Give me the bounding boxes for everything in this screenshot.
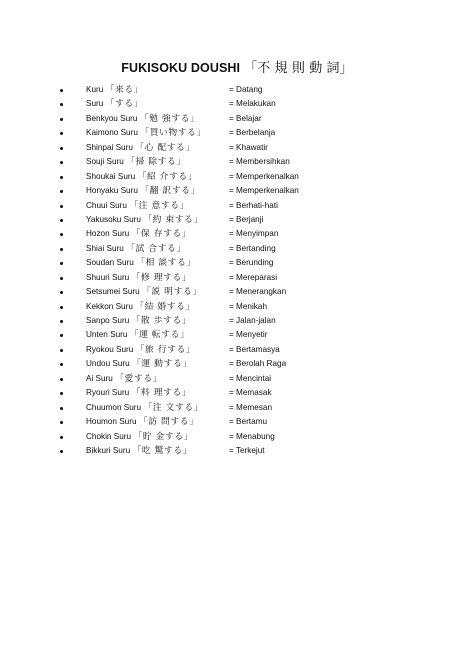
bullet-icon bbox=[60, 132, 63, 135]
verb-meaning: = Melakukan bbox=[229, 99, 276, 109]
verb-meaning: = Mereparasi bbox=[229, 272, 278, 282]
verb-romaji: Ryouri Suru bbox=[86, 388, 130, 398]
verb-kanji: 「愛する」 bbox=[115, 373, 163, 384]
verb-meaning: = Memasak bbox=[229, 388, 272, 398]
list-item bbox=[60, 83, 440, 97]
title-japanese: 「不 規 則 動 詞」 bbox=[244, 61, 353, 76]
verb-meaning: = Berolah Raga bbox=[229, 359, 287, 369]
verb-kanji: 「訪 問する」 bbox=[138, 417, 199, 428]
verb-term bbox=[86, 199, 189, 213]
verb-meaning: = Memesan bbox=[229, 402, 273, 412]
verb-term bbox=[86, 314, 191, 328]
verb-romaji: Undou Suru bbox=[86, 359, 130, 369]
verb-term bbox=[86, 328, 189, 342]
verb-kanji: 「散 歩する」 bbox=[131, 316, 192, 326]
list-item bbox=[60, 256, 440, 270]
verb-romaji: Ai Suru bbox=[86, 373, 113, 383]
list-item bbox=[60, 415, 440, 429]
list-item bbox=[60, 271, 440, 285]
verb-kanji: 「料 理する」 bbox=[131, 388, 192, 399]
list-item bbox=[60, 372, 440, 386]
verb-romaji: Shinpai Suru bbox=[86, 142, 133, 152]
verb-term bbox=[86, 300, 195, 314]
verb-term bbox=[86, 430, 193, 444]
verb-romaji: Sanpo Suru bbox=[86, 316, 130, 325]
verb-romaji: Hozon Suru bbox=[86, 229, 130, 239]
list-item bbox=[60, 112, 440, 126]
bullet-icon bbox=[60, 262, 63, 265]
verb-kanji: 「運 転する」 bbox=[129, 330, 190, 341]
verb-romaji: Kuru bbox=[86, 85, 104, 94]
list-item bbox=[60, 300, 440, 314]
list-item bbox=[60, 199, 440, 213]
verb-meaning: = Berjanji bbox=[229, 214, 264, 224]
verb-romaji: Shuuri Suru bbox=[86, 272, 130, 282]
verb-romaji: Kaimono Suru bbox=[86, 128, 138, 138]
verb-term bbox=[86, 213, 203, 227]
bullet-icon bbox=[60, 190, 63, 193]
verb-term bbox=[86, 357, 192, 371]
verb-meaning: = Datang bbox=[229, 85, 263, 94]
verb-term bbox=[86, 184, 200, 198]
verb-kanji: 「する」 bbox=[105, 99, 144, 110]
verb-meaning: = Bertanding bbox=[229, 243, 276, 253]
list-item bbox=[60, 430, 440, 444]
verb-meaning: = Memperkenalkan bbox=[229, 186, 299, 196]
verb-romaji: Setsumei Suru bbox=[86, 287, 140, 297]
list-item bbox=[60, 343, 440, 357]
bullet-icon bbox=[60, 450, 63, 453]
list-item bbox=[60, 357, 440, 371]
verb-term bbox=[86, 112, 200, 126]
verb-kanji: 「相 談する」 bbox=[136, 258, 196, 269]
verb-meaning: = Menikah bbox=[229, 301, 268, 311]
verb-meaning: = Menyimpan bbox=[229, 229, 279, 239]
verb-kanji: 「試 合する」 bbox=[126, 243, 186, 254]
verb-term bbox=[86, 285, 202, 299]
bullet-icon bbox=[60, 147, 63, 150]
verb-meaning: = Mencintai bbox=[229, 373, 272, 383]
verb-romaji: Suru bbox=[86, 99, 104, 109]
verb-romaji: Shoukai Suru bbox=[86, 171, 136, 181]
verb-kanji: 「翻 訳する」 bbox=[140, 186, 200, 197]
list-item bbox=[60, 401, 440, 415]
bullet-icon bbox=[60, 436, 63, 439]
bullet-icon bbox=[60, 378, 63, 381]
bullet-icon bbox=[60, 103, 63, 106]
verb-romaji: Bikkuri Suru bbox=[86, 445, 131, 455]
verb-meaning: = Khawatir bbox=[229, 142, 268, 152]
bullet-icon bbox=[60, 320, 63, 323]
verb-kanji: 「勉 強する」 bbox=[139, 113, 200, 124]
verb-kanji: 「説 明する」 bbox=[141, 287, 202, 298]
list-item bbox=[60, 126, 440, 140]
verb-romaji: Houmon Suru bbox=[86, 417, 137, 427]
verb-romaji: Chokin Suru bbox=[86, 431, 132, 441]
verb-kanji: 「旅 行する」 bbox=[135, 344, 196, 355]
verb-term bbox=[86, 97, 143, 111]
verb-meaning: = Belajar bbox=[229, 113, 262, 123]
bullet-icon bbox=[60, 407, 63, 410]
list-item bbox=[60, 184, 440, 198]
list-item bbox=[60, 97, 440, 111]
verb-list bbox=[60, 83, 440, 458]
bullet-icon bbox=[60, 233, 63, 236]
verb-kanji: 「吃 驚する」 bbox=[132, 445, 193, 456]
verb-term bbox=[86, 170, 197, 184]
bullet-icon bbox=[60, 349, 63, 352]
verb-kanji: 「掃 除する」 bbox=[126, 157, 186, 168]
list-item bbox=[60, 328, 440, 342]
verb-meaning: = Berunding bbox=[229, 258, 274, 268]
title-latin: FUKISOKU DOUSHI bbox=[121, 61, 241, 75]
verb-kanji: 「来る」 bbox=[105, 85, 144, 95]
verb-kanji: 「心 配する」 bbox=[135, 142, 195, 153]
bullet-icon bbox=[60, 334, 63, 337]
bullet-icon bbox=[60, 291, 63, 294]
verb-term bbox=[86, 227, 191, 241]
verb-meaning: = Terkejut bbox=[229, 445, 265, 455]
verb-meaning: = Membersihkan bbox=[229, 157, 290, 167]
list-item bbox=[60, 170, 440, 184]
verb-kanji: 「注 意する」 bbox=[129, 200, 190, 211]
list-item bbox=[60, 285, 440, 299]
verb-romaji: Kekkon Suru bbox=[86, 301, 133, 311]
verb-romaji: Chuumon Suru bbox=[86, 402, 142, 412]
bullet-icon bbox=[60, 248, 63, 251]
list-item bbox=[60, 141, 440, 155]
verb-romaji: Unten Suru bbox=[86, 330, 128, 340]
verb-romaji: Chuui Suru bbox=[86, 200, 127, 210]
verb-romaji: Yakusoku Suru bbox=[86, 214, 141, 224]
verb-term bbox=[86, 415, 199, 429]
verb-kanji: 「修 理する」 bbox=[131, 272, 192, 283]
bullet-icon bbox=[60, 118, 63, 121]
verb-kanji: 「注 文する」 bbox=[143, 402, 204, 413]
verb-kanji: 「紹 介する」 bbox=[137, 171, 198, 182]
verb-romaji: Soudan Suru bbox=[86, 258, 134, 268]
verb-meaning: = Menyetir bbox=[229, 330, 268, 340]
list-item bbox=[60, 314, 440, 328]
verb-term bbox=[86, 386, 191, 400]
list-item bbox=[60, 386, 440, 400]
bullet-icon bbox=[60, 363, 63, 366]
list-item bbox=[60, 213, 440, 227]
verb-term bbox=[86, 242, 186, 256]
verb-term bbox=[86, 141, 195, 155]
verb-meaning: = Bertamu bbox=[229, 417, 267, 427]
verb-kanji: 「貯 金する」 bbox=[133, 431, 194, 442]
verb-kanji: 「買い物する」 bbox=[140, 128, 206, 139]
verb-meaning: = Menerangkan bbox=[229, 287, 287, 297]
list-item bbox=[60, 227, 440, 241]
bullet-icon bbox=[60, 161, 63, 164]
verb-romaji: Benkyou Suru bbox=[86, 113, 138, 123]
verb-term bbox=[86, 271, 191, 285]
verb-romaji: Ryokou Suru bbox=[86, 344, 134, 354]
bullet-icon bbox=[60, 306, 63, 309]
bullet-icon bbox=[60, 176, 63, 179]
verb-kanji: 「運 動する」 bbox=[131, 359, 192, 370]
verb-term bbox=[86, 126, 206, 140]
verb-romaji: Souji Suru bbox=[86, 157, 124, 167]
page-title bbox=[0, 57, 474, 76]
bullet-icon bbox=[60, 219, 63, 222]
verb-meaning: = Jalan-jalan bbox=[229, 316, 276, 325]
bullet-icon bbox=[60, 392, 63, 395]
verb-term bbox=[86, 343, 195, 357]
list-item bbox=[60, 444, 440, 458]
list-item bbox=[60, 242, 440, 256]
verb-meaning: = Bertamasya bbox=[229, 344, 280, 354]
bullet-icon bbox=[60, 205, 63, 208]
verb-term bbox=[86, 372, 162, 386]
bullet-icon bbox=[60, 421, 63, 424]
verb-kanji: 「保 存する」 bbox=[131, 229, 192, 240]
verb-meaning: = Memperkenalkan bbox=[229, 171, 299, 181]
verb-term bbox=[86, 401, 203, 415]
verb-term bbox=[86, 83, 143, 97]
bullet-icon bbox=[60, 277, 63, 280]
verb-meaning: = Berbelanja bbox=[229, 128, 276, 138]
verb-meaning: = Berhati-hati bbox=[229, 200, 278, 210]
verb-kanji: 「結 婚する」 bbox=[135, 301, 195, 312]
bullet-icon bbox=[60, 89, 63, 92]
verb-term bbox=[86, 256, 196, 270]
verb-meaning: = Menabung bbox=[229, 431, 275, 441]
verb-term bbox=[86, 155, 186, 169]
verb-romaji: Shiai Suru bbox=[86, 243, 124, 253]
list-item bbox=[60, 155, 440, 169]
verb-romaji: Honyaku Suru bbox=[86, 186, 138, 196]
verb-term bbox=[86, 444, 192, 458]
verb-kanji: 「約 束する」 bbox=[143, 214, 203, 225]
